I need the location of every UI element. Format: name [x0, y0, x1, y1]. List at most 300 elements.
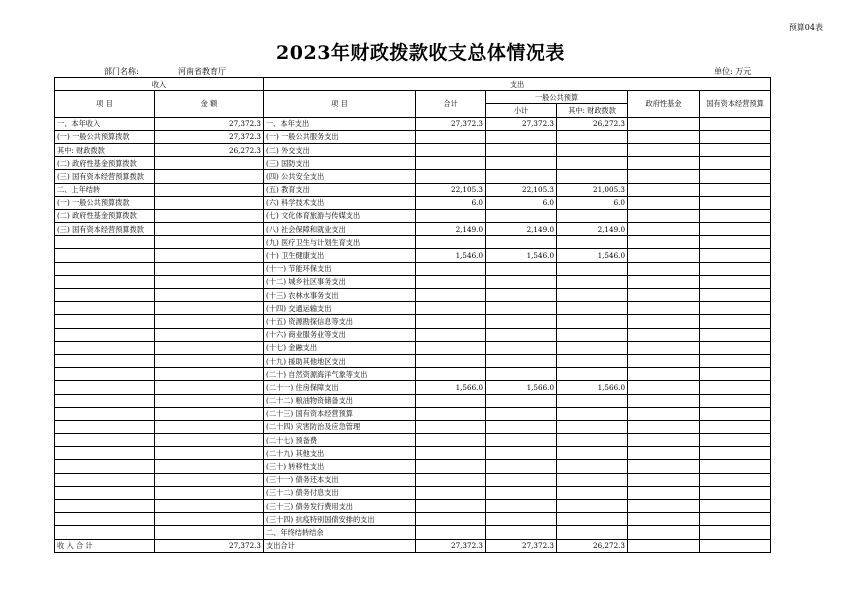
income-amount-cell: [155, 223, 264, 236]
income-item-cell: [55, 420, 155, 433]
gov-fund-cell: [628, 381, 700, 394]
expense-item-cell: (十九) 援助其他地区支出: [264, 354, 416, 367]
income-item-cell: [55, 328, 155, 341]
income-item-cell: [55, 486, 155, 499]
expense-item-cell: (三十一) 债务还本支出: [264, 473, 416, 486]
income-item-cell: [55, 289, 155, 302]
total-cell: [416, 130, 486, 143]
expense-item-cell: (九) 医疗卫生与计划生育支出: [264, 236, 416, 249]
income-amount-cell: [155, 460, 264, 473]
income-amount-cell: [155, 526, 264, 539]
income-item-cell: (三) 国有资本经营预算拨款: [55, 223, 155, 236]
table-row: [55, 473, 771, 486]
income-item-header: 项 目: [55, 91, 155, 117]
form-number: 预算04表: [788, 23, 823, 32]
gov-fund-cell: [628, 183, 700, 196]
gov-fund-cell: [628, 236, 700, 249]
expense-item-cell: (十四) 交通运输支出: [264, 302, 416, 315]
expense-item-cell: 二、年终结转结余: [264, 526, 416, 539]
state-capital-cell: [700, 539, 771, 552]
general-budget-header: 一般公共预算: [486, 91, 628, 104]
subtotal-header: 小计: [486, 104, 557, 117]
income-amount-cell: [155, 262, 264, 275]
expense-item-cell: (七) 文化体育旅游与传媒支出: [264, 209, 416, 222]
table-row: [55, 486, 771, 499]
table-row: [55, 117, 771, 130]
state-capital-cell: [700, 500, 771, 513]
income-amount-cell: [155, 209, 264, 222]
table-row: [55, 341, 771, 354]
expense-item-cell: (六) 科学技术支出: [264, 196, 416, 209]
total-cell: [416, 289, 486, 302]
fiscal-allocation-cell: [557, 500, 628, 513]
total-cell: [416, 526, 486, 539]
income-amount-cell: [155, 407, 264, 420]
table-row: [55, 434, 771, 447]
income-item-cell: [55, 354, 155, 367]
fiscal-allocation-cell: [557, 209, 628, 222]
income-item-cell: [55, 394, 155, 407]
total-cell: 27,372.3: [416, 117, 486, 130]
income-item-cell: [55, 447, 155, 460]
total-cell: [416, 486, 486, 499]
total-cell: [416, 434, 486, 447]
expense-item-header: 项 目: [264, 91, 416, 117]
gov-fund-cell: [628, 434, 700, 447]
subtotal-cell: [486, 447, 557, 460]
table-row: [55, 328, 771, 341]
subtotal-cell: [486, 500, 557, 513]
fiscal-allocation-cell: [557, 420, 628, 433]
total-cell: [416, 302, 486, 315]
total-cell: [416, 209, 486, 222]
expense-item-cell: (五) 教育支出: [264, 183, 416, 196]
total-cell: 27,372.3: [416, 539, 486, 552]
gov-fund-cell: [628, 209, 700, 222]
subtotal-cell: 22,105.3: [486, 183, 557, 196]
total-cell: [416, 354, 486, 367]
income-amount-cell: 27,372.3: [155, 117, 264, 130]
income-item-cell: [55, 460, 155, 473]
income-item-cell: 其中: 财政拨款: [55, 143, 155, 156]
income-amount-cell: [155, 328, 264, 341]
fiscal-allocation-cell: [557, 407, 628, 420]
table-row: [55, 209, 771, 222]
fiscal-allocation-cell: [557, 526, 628, 539]
state-capital-cell: [700, 381, 771, 394]
state-capital-cell: [700, 420, 771, 433]
total-cell: [416, 447, 486, 460]
state-capital-cell: [700, 196, 771, 209]
state-capital-cell: [700, 236, 771, 249]
state-capital-cell: [700, 368, 771, 381]
dept-name: 河南省教育厅: [178, 67, 226, 76]
income-item-cell: [55, 315, 155, 328]
subtotal-cell: [486, 289, 557, 302]
table-row: [55, 196, 771, 209]
subtotal-cell: [486, 473, 557, 486]
income-item-cell: [55, 473, 155, 486]
expense-item-cell: (十三) 农林水事务支出: [264, 289, 416, 302]
table-row: [55, 289, 771, 302]
table-row: [55, 223, 771, 236]
gov-fund-cell: [628, 275, 700, 288]
income-item-cell: (三) 国有资本经营预算拨款: [55, 170, 155, 183]
table-row: [55, 539, 771, 552]
expense-item-cell: (一) 一般公共服务支出: [264, 130, 416, 143]
total-cell: [416, 315, 486, 328]
expense-item-cell: (十六) 商业服务业等支出: [264, 328, 416, 341]
table-row: [55, 460, 771, 473]
expense-item-cell: (十五) 资源勘探信息等支出: [264, 315, 416, 328]
subtotal-cell: [486, 407, 557, 420]
expense-item-cell: (二十二) 粮油物资储备支出: [264, 394, 416, 407]
state-capital-cell: [700, 394, 771, 407]
income-item-cell: [55, 381, 155, 394]
gov-fund-cell: [628, 500, 700, 513]
state-capital-cell: [700, 183, 771, 196]
gov-fund-cell: [628, 130, 700, 143]
fiscal-allocation-cell: 2,149.0: [557, 223, 628, 236]
state-capital-cell: [700, 526, 771, 539]
fiscal-allocation-cell: 26,272.3: [557, 117, 628, 130]
expense-item-cell: (二十四) 灾害防治及应急管理: [264, 420, 416, 433]
income-amount-cell: [155, 289, 264, 302]
state-capital-cell: [700, 302, 771, 315]
income-item-cell: [55, 262, 155, 275]
table-row: [55, 381, 771, 394]
income-amount-cell: [155, 354, 264, 367]
expense-item-cell: (三十二) 债务付息支出: [264, 486, 416, 499]
gov-fund-cell: [628, 328, 700, 341]
gov-fund-cell: [628, 513, 700, 526]
gov-fund-cell: [628, 170, 700, 183]
income-item-cell: 一、本年收入: [55, 117, 155, 130]
subtotal-cell: [486, 236, 557, 249]
gov-fund-cell: [628, 143, 700, 156]
gov-fund-cell: [628, 354, 700, 367]
total-cell: [416, 341, 486, 354]
state-capital-cell: [700, 354, 771, 367]
subtotal-cell: [486, 157, 557, 170]
expense-item-cell: (二十一) 住房保障支出: [264, 381, 416, 394]
state-capital-cell: [700, 289, 771, 302]
table-row: [55, 526, 771, 539]
gov-fund-cell: [628, 447, 700, 460]
fiscal-allocation-cell: 6.0: [557, 196, 628, 209]
expense-item-cell: 支出合计: [264, 539, 416, 552]
expense-header: 支出: [264, 78, 771, 91]
total-cell: 22,105.3: [416, 183, 486, 196]
income-item-cell: (二) 政府性基金预算拨款: [55, 157, 155, 170]
total-cell: [416, 236, 486, 249]
total-cell: [416, 275, 486, 288]
fiscal-allocation-cell: [557, 341, 628, 354]
subtotal-cell: 2,149.0: [486, 223, 557, 236]
income-item-cell: [55, 341, 155, 354]
income-amount-cell: [155, 236, 264, 249]
income-item-cell: [55, 236, 155, 249]
subtotal-cell: [486, 170, 557, 183]
fiscal-allocation-cell: [557, 447, 628, 460]
fiscal-allocation-cell: 21,005.3: [557, 183, 628, 196]
expense-item-cell: (三十四) 抗疫特别国债安排的支出: [264, 513, 416, 526]
total-cell: 1,566.0: [416, 381, 486, 394]
subtotal-cell: [486, 434, 557, 447]
income-amount-cell: [155, 170, 264, 183]
income-amount-cell: [155, 420, 264, 433]
total-cell: [416, 460, 486, 473]
expense-item-cell: (三十三) 债务发行费用支出: [264, 500, 416, 513]
subtotal-cell: [486, 262, 557, 275]
gov-fund-cell: [628, 157, 700, 170]
fiscal-allocation-cell: [557, 460, 628, 473]
expense-item-cell: (四) 公共安全支出: [264, 170, 416, 183]
income-item-cell: (二) 政府性基金预算拨款: [55, 209, 155, 222]
state-capital-cell: [700, 157, 771, 170]
expense-item-cell: (十) 卫生健康支出: [264, 249, 416, 262]
income-item-cell: [55, 526, 155, 539]
fiscal-allocation-cell: [557, 289, 628, 302]
income-amount-cell: 26,272.3: [155, 143, 264, 156]
gov-fund-cell: [628, 223, 700, 236]
fiscal-allocation-cell: [557, 368, 628, 381]
income-item-cell: [55, 434, 155, 447]
income-amount-cell: [155, 513, 264, 526]
subtotal-cell: [486, 526, 557, 539]
expense-item-cell: (二十三) 国有资本经营预算: [264, 407, 416, 420]
income-amount-cell: [155, 302, 264, 315]
gov-fund-cell: [628, 526, 700, 539]
income-amount-cell: 27,372.3: [155, 130, 264, 143]
total-cell: [416, 500, 486, 513]
gov-fund-cell: [628, 196, 700, 209]
subtotal-cell: 27,372.3: [486, 539, 557, 552]
income-item-cell: 收 入 合 计: [55, 539, 155, 552]
income-item-cell: (一) 一般公共预算拨款: [55, 196, 155, 209]
income-amount-cell: [155, 394, 264, 407]
expense-item-cell: (二十) 自然资源海洋气象等支出: [264, 368, 416, 381]
gov-fund-cell: [628, 486, 700, 499]
state-capital-cell: [700, 275, 771, 288]
income-amount-cell: [155, 249, 264, 262]
subtotal-cell: [486, 368, 557, 381]
fiscal-allocation-cell: 1,546.0: [557, 249, 628, 262]
income-amount-cell: [155, 434, 264, 447]
table-row: [55, 183, 771, 196]
gov-fund-cell: [628, 262, 700, 275]
income-item-cell: [55, 368, 155, 381]
total-cell: 1,546.0: [416, 249, 486, 262]
expense-item-cell: (十七) 金融支出: [264, 341, 416, 354]
table-row: [55, 143, 771, 156]
fiscal-allocation-cell: 1,566.0: [557, 381, 628, 394]
dept-label: 部门名称:: [104, 67, 139, 76]
income-amount-cell: [155, 368, 264, 381]
fiscal-allocation-cell: [557, 434, 628, 447]
expense-item-cell: (十二) 城乡社区事务支出: [264, 275, 416, 288]
state-capital-cell: [700, 473, 771, 486]
table-row: [55, 275, 771, 288]
expense-item-cell: (十一) 节能环保支出: [264, 262, 416, 275]
fiscal-allocation-cell: [557, 157, 628, 170]
fiscal-allocation-cell: [557, 315, 628, 328]
table-row: [55, 170, 771, 183]
state-capital-cell: [700, 513, 771, 526]
fiscal-allocation-cell: [557, 513, 628, 526]
total-cell: [416, 328, 486, 341]
gov-fund-cell: [628, 539, 700, 552]
fiscal-allocation-cell: [557, 170, 628, 183]
table-row: [55, 447, 771, 460]
fiscal-allocation-cell: [557, 486, 628, 499]
table-row: [55, 262, 771, 275]
gov-fund-cell: [628, 407, 700, 420]
subtotal-cell: 1,566.0: [486, 381, 557, 394]
total-cell: [416, 143, 486, 156]
income-item-cell: [55, 407, 155, 420]
fiscal-allocation-cell: [557, 275, 628, 288]
table-row: [55, 407, 771, 420]
subtotal-cell: [486, 143, 557, 156]
table-row: [55, 394, 771, 407]
fiscal-allocation-cell: [557, 130, 628, 143]
subtotal-cell: [486, 275, 557, 288]
expense-item-cell: (八) 社会保障和就业支出: [264, 223, 416, 236]
fiscal-allocation-cell: [557, 473, 628, 486]
total-cell: [416, 513, 486, 526]
fiscal-allocation-cell: [557, 394, 628, 407]
income-amount-cell: [155, 381, 264, 394]
fiscal-allocation-cell: [557, 328, 628, 341]
gov-fund-cell: [628, 117, 700, 130]
gov-fund-cell: [628, 460, 700, 473]
income-amount-cell: [155, 473, 264, 486]
income-amount-cell: [155, 486, 264, 499]
total-cell: 6.0: [416, 196, 486, 209]
expense-item-cell: (三) 国防支出: [264, 157, 416, 170]
gov-fund-cell: [628, 394, 700, 407]
fiscal-allocation-cell: 26,272.3: [557, 539, 628, 552]
fiscal-allocation-cell: [557, 143, 628, 156]
state-capital-cell: [700, 341, 771, 354]
page-title: 2023年财政拨款收支总体情况表: [276, 42, 565, 64]
table-row: [55, 500, 771, 513]
subtotal-cell: 1,546.0: [486, 249, 557, 262]
state-capital-cell: [700, 447, 771, 460]
table-row: [55, 157, 771, 170]
state-capital-header: 国有资本经营预算: [700, 91, 771, 117]
subtotal-cell: 27,372.3: [486, 117, 557, 130]
expense-item-cell: (二十七) 预备费: [264, 434, 416, 447]
gov-fund-cell: [628, 302, 700, 315]
fiscal-allocation-cell: [557, 236, 628, 249]
state-capital-cell: [700, 460, 771, 473]
income-amount-cell: [155, 447, 264, 460]
table-row: [55, 130, 771, 143]
total-cell: [416, 262, 486, 275]
total-cell: [416, 157, 486, 170]
gov-fund-cell: [628, 315, 700, 328]
expense-item-cell: (三十) 转移性支出: [264, 460, 416, 473]
income-amount-cell: [155, 157, 264, 170]
total-cell: [416, 407, 486, 420]
total-cell: [416, 420, 486, 433]
gov-fund-cell: [628, 473, 700, 486]
income-item-cell: 二、上年结转: [55, 183, 155, 196]
table-row: [55, 249, 771, 262]
subtotal-cell: [486, 420, 557, 433]
state-capital-cell: [700, 328, 771, 341]
income-amount-cell: [155, 315, 264, 328]
income-item-cell: [55, 302, 155, 315]
state-capital-cell: [700, 407, 771, 420]
state-capital-cell: [700, 434, 771, 447]
total-header: 合计: [416, 91, 486, 117]
income-amount-cell: [155, 196, 264, 209]
subtotal-cell: [486, 354, 557, 367]
gov-fund-cell: [628, 368, 700, 381]
income-item-cell: (一) 一般公共预算拨款: [55, 130, 155, 143]
income-amount-cell: [155, 275, 264, 288]
income-amount-cell: [155, 183, 264, 196]
state-capital-cell: [700, 486, 771, 499]
gov-fund-cell: [628, 249, 700, 262]
state-capital-cell: [700, 249, 771, 262]
income-item-cell: [55, 513, 155, 526]
subtotal-cell: [486, 513, 557, 526]
table-row: [55, 420, 771, 433]
table-row: [55, 368, 771, 381]
gov-fund-cell: [628, 420, 700, 433]
state-capital-cell: [700, 262, 771, 275]
income-header: 收入: [55, 78, 264, 91]
expense-item-cell: (二) 外交支出: [264, 143, 416, 156]
subtotal-cell: [486, 130, 557, 143]
income-item-cell: [55, 249, 155, 262]
expense-item-cell: (二十九) 其他支出: [264, 447, 416, 460]
state-capital-cell: [700, 130, 771, 143]
income-item-cell: [55, 500, 155, 513]
table-row: [55, 513, 771, 526]
gov-fund-cell: [628, 289, 700, 302]
subtotal-cell: [486, 315, 557, 328]
total-cell: [416, 394, 486, 407]
state-capital-cell: [700, 223, 771, 236]
income-amount-header: 金 额: [155, 91, 264, 117]
state-capital-cell: [700, 117, 771, 130]
table-row: [55, 302, 771, 315]
unit-label: 单位: 万元: [714, 67, 752, 76]
subtotal-cell: [486, 394, 557, 407]
fiscal-allocation-cell: [557, 302, 628, 315]
subtotal-cell: 6.0: [486, 196, 557, 209]
state-capital-cell: [700, 143, 771, 156]
total-cell: 2,149.0: [416, 223, 486, 236]
table-row: [55, 236, 771, 249]
fiscal-allocation-cell: [557, 262, 628, 275]
fiscal-allocation-header: 其中: 财政拨款: [557, 104, 628, 117]
state-capital-cell: [700, 209, 771, 222]
income-amount-cell: 27,372.3: [155, 539, 264, 552]
total-cell: [416, 368, 486, 381]
state-capital-cell: [700, 315, 771, 328]
subtotal-cell: [486, 328, 557, 341]
expense-item-cell: 一、本年支出: [264, 117, 416, 130]
subtotal-cell: [486, 486, 557, 499]
table-row: [55, 315, 771, 328]
income-amount-cell: [155, 500, 264, 513]
